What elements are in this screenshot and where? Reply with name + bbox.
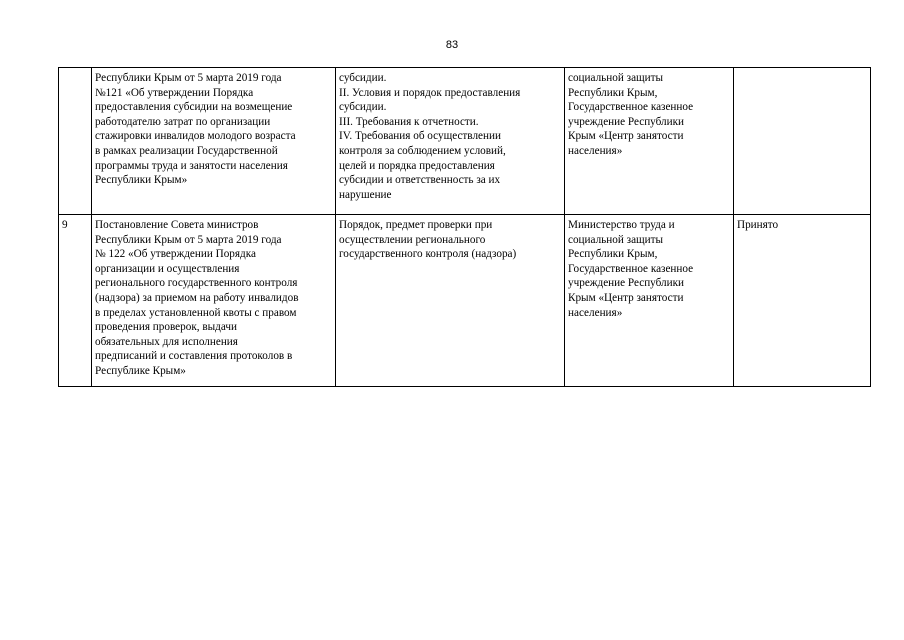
- subject-cell: субсидии. II. Условия и порядок предоставления субсидии. III. Требования к отчетности. IV. Требования об осуществлении контроля за соблюдением условий, целей и порядка предоставления субсидии и ответственность за их нарушение: [336, 68, 565, 215]
- organization-cell: социальной защиты Республики Крым, Государственное казенное учреждение Республики Крым «Центр занятости населения»: [565, 68, 734, 215]
- table-row: [59, 68, 871, 215]
- row-number-cell: 9: [59, 215, 92, 387]
- subject-cell: Порядок, предмет проверки при осуществлении регионального государственного контроля (надзора): [336, 215, 565, 387]
- organization-cell: Министерство труда и социальной защиты Республики Крым, Государственное казенное учреждение Республики Крым «Центр занятости населения»: [565, 215, 734, 387]
- document-table: [58, 67, 871, 387]
- legal-act-cell: Постановление Совета министров Республики Крым от 5 марта 2019 года № 122 «Об утверждении Порядка организации и осуществления регионального государственного контроля (надзора) за приемом на работу инвалидов в пределах установленной квоты с правом проведения проверок, выдачи обязательных для исполнения предписаний и составления протоколов в Республике Крым»: [92, 215, 336, 387]
- table-row: [59, 215, 871, 387]
- result-cell: [734, 68, 871, 215]
- row-number-cell: [59, 68, 92, 215]
- result-cell: Принято: [734, 215, 871, 387]
- legal-act-cell: Республики Крым от 5 марта 2019 года №121 «Об утверждении Порядка предоставления субсидии на возмещение работодателю затрат по организации стажировки инвалидов молодого возраста в рамках реализации Государственной программы труда и занятости населения Республики Крым»: [92, 68, 336, 215]
- page-number: 83: [445, 39, 459, 51]
